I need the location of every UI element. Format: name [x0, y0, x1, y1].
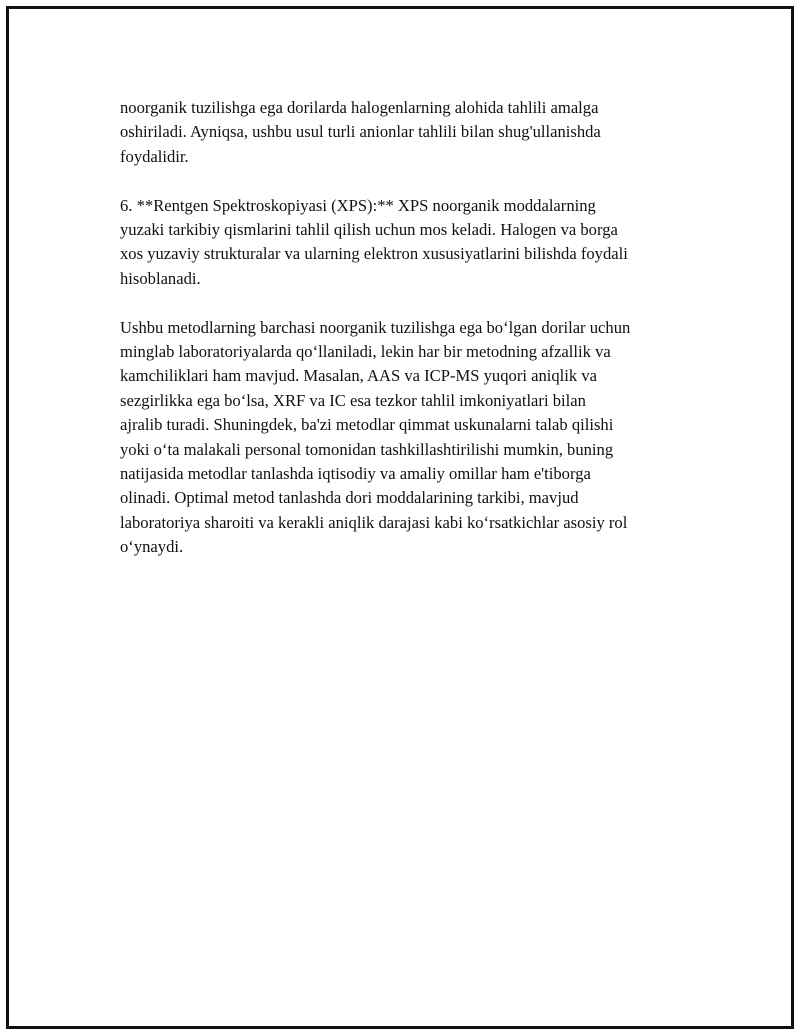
paragraph-methods-summary: Ushbu metodlarning barchasi noorganik tuzilishga ega bo‘lgan dorilar uchun minglab laboratoriyalarda qo‘llaniladi, lekin har bir metodning afzallik va kamchiliklari ham mavjud. Masalan, AAS va ICP-MS yuqori aniqlik va sezgirlikka ega bo‘lsa, XRF va IC esa tezkor tahlil imkoniyatlari bilan ajralib turadi. Shuningdek, ba'zi metodlar qimmat uskunalarni talab qilishi yoki o‘ta malakali personal tomonidan tashkillashtirilishi mumkin, buning natijasida metodlar tanlashda iqtisodiy va amaliy omillar ham e'tiborga olinadi. Optimal metod tanlashda dori moddalarining tarkibi, mavjud laboratoriya sharoiti va kerakli aniqlik darajasi kabi ko‘rsatkichlar asosiy rol o‘ynaydi.: [120, 317, 631, 557]
paragraph-xps-method: 6. **Rentgen Spektroskopiyasi (XPS):** XPS noorganik moddalarning yuzaki tarkibiy qismlarini tahlil qilish uchun mos keladi. Halogen va borga xos yuzaviy strukturalar va ularning elektron xususiyatlarini bilishda foydali hisoblanadi.: [120, 195, 628, 288]
document-body: [120, 96, 710, 584]
paragraph-halogen-analysis: noorganik tuzilishga ega dorilarda halogenlarning alohida tahlili amalga oshiriladi. Ayniqsa, ushbu usul turli anionlar tahlili bilan shug'ullanishda foydalidir.: [120, 98, 601, 166]
document-page: [6, 6, 794, 1029]
